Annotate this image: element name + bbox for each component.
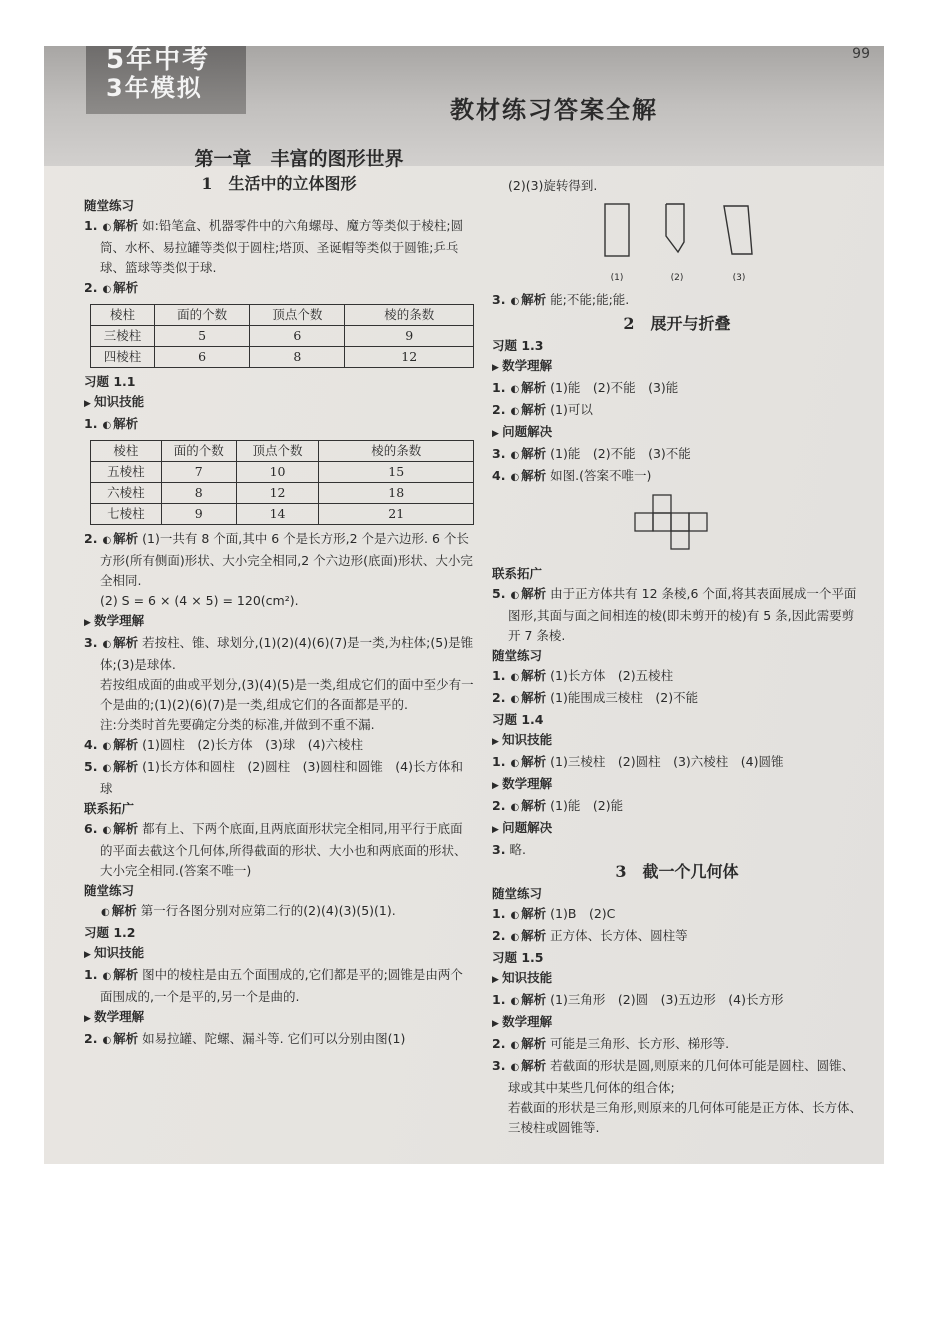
answer-text: (1)三棱柱 (2)圆柱 (3)六棱柱 (4)圆锥 [550, 754, 784, 769]
analysis-tag: ◐ 解析 [509, 402, 546, 417]
table-header: 棱柱 [91, 441, 162, 462]
analysis-tag: ◐ 解析 [509, 468, 546, 483]
item-number: 3. [492, 1058, 506, 1073]
figure-label: (3) [732, 273, 746, 283]
answer-item [492, 444, 862, 466]
table-cell: 9 [161, 504, 236, 525]
answer-text: 由于正方体共有 12 条棱,6 个面,将其表面展成一个平面图形,其面与面之间相连的棱(即未剪开的棱)有 5 条,因此需要剪开 7 条棱. [508, 586, 857, 643]
logo-line-1: 5年中考 [106, 46, 211, 75]
category-label: ▶ 问题解决 [492, 422, 862, 444]
section-title-2: 2 展开与折叠 [623, 314, 731, 333]
item-number: 2. [492, 928, 506, 943]
item-number: 5. [492, 586, 506, 601]
cube-net-figure [632, 494, 862, 558]
analysis-tag: ◐ 解析 [101, 635, 138, 650]
item-number: 6. [84, 821, 98, 836]
table-cell: 12 [236, 483, 319, 504]
answer-text: 若按组成面的曲或平划分,(3)(4)(5)是一类,组成它们的面中至少有一个是曲的;(1)(2)(6)(7)是一类,组成它们的各面都是平的. [100, 677, 474, 712]
answer-text: (2)(3)旋转得到. [508, 178, 598, 193]
brand-logo [86, 46, 246, 114]
analysis-tag: ◐ 解析 [101, 218, 138, 233]
answer-item [492, 926, 862, 948]
answer-text: (1)一共有 8 个面,其中 6 个是长方形,2 个是六边形. 6 个长方形(所有侧面)形状、大小完全相同,2 个六边形(底面)形状、大小完全相同. [100, 531, 473, 588]
prism-table-2 [90, 440, 474, 525]
answer-item [492, 290, 862, 312]
table-cell: 10 [236, 462, 319, 483]
item-number: 2. [492, 402, 506, 417]
answer-item [492, 1034, 862, 1056]
answer-item [492, 688, 862, 710]
item-number: 1. [84, 218, 98, 233]
answer-item [84, 216, 474, 278]
item-number: 3. [84, 635, 98, 650]
item-number: 1. [84, 967, 98, 982]
category-label: ▶ 数学理解 [84, 1007, 474, 1029]
answer-text: 若截面的形状是三角形,则原来的几何体可能是正方体、长方体、三棱柱或圆锥等. [508, 1100, 862, 1135]
item-number: 1. [492, 380, 506, 395]
figure-2 [662, 202, 692, 288]
answer-item [84, 633, 474, 675]
category-label: ▶ 问题解决 [492, 818, 862, 840]
table-cell: 6 [155, 347, 250, 368]
table-header: 棱的条数 [319, 441, 474, 462]
answer-text: 图中的棱柱是由五个面围成的,它们都是平的;圆锥是由两个面围成的,一个是平的,另一个是曲的. [100, 967, 463, 1004]
item-number: 1. [84, 416, 98, 431]
answer-item [84, 529, 474, 591]
answer-item [492, 840, 862, 860]
answer-item [84, 819, 474, 881]
right-trapezoid-shape-icon [662, 202, 692, 260]
analysis-tag: ◐ 解析 [101, 416, 138, 431]
table-row [91, 504, 474, 525]
item-number: 2. [492, 798, 506, 813]
analysis-tag: ◐ 解析 [509, 754, 546, 769]
answer-item [84, 278, 474, 300]
analysis-tag: ◐ 解析 [101, 280, 138, 295]
analysis-tag: ◐ 解析 [509, 928, 546, 943]
logo-line-2: 3年模拟 [106, 74, 203, 102]
table-cell: 七棱柱 [91, 504, 162, 525]
answer-item [492, 990, 862, 1012]
analysis-tag: ◐ 解析 [509, 586, 546, 601]
table-header: 顶点个数 [250, 305, 345, 326]
category-label: ▶ 知识技能 [492, 730, 862, 752]
category-label: ▶ 数学理解 [492, 774, 862, 796]
table-header: 顶点个数 [236, 441, 319, 462]
answer-item [492, 378, 862, 400]
figure-3 [722, 202, 756, 288]
item-number: 2. [84, 1031, 98, 1046]
analysis-tag: ◐ 解析 [509, 380, 546, 395]
item-number: 2. [492, 690, 506, 705]
category-label: 联系拓广 [84, 801, 135, 816]
analysis-tag: ◐ 解析 [509, 1058, 546, 1073]
analysis-tag: ◐ 解析 [509, 446, 546, 461]
analysis-tag: ◐ 解析 [509, 992, 546, 1007]
table-cell: 7 [161, 462, 236, 483]
answer-note: 注:分类时首先要确定分类的标准,并做到不重不漏. [100, 717, 375, 732]
answer-text: 若按柱、锥、球划分,(1)(2)(4)(6)(7)是一类,为柱体;(5)是锥体;(3)是球体. [100, 635, 474, 672]
practice-label: 随堂练习 [492, 648, 543, 663]
answer-item [84, 735, 474, 757]
left-column [84, 146, 474, 1051]
item-number: 1. [492, 668, 506, 683]
answer-item [492, 666, 862, 688]
table-cell: 15 [319, 462, 474, 483]
figure-label: (2) [670, 273, 684, 283]
table-cell: 12 [345, 347, 474, 368]
item-number: 4. [492, 468, 506, 483]
page-number: 99 [852, 46, 870, 62]
answer-text: (1)B (2)C [550, 906, 616, 921]
analysis-tag: ◐ 解析 [101, 531, 138, 546]
section-title-3: 3 截一个几何体 [615, 862, 739, 881]
answer-item [492, 752, 862, 774]
exercise-label: 习题 1.4 [492, 712, 544, 727]
category-label: ▶ 数学理解 [84, 611, 474, 633]
table-header: 面的个数 [161, 441, 236, 462]
item-number: 3. [492, 842, 506, 857]
table-cell: 8 [161, 483, 236, 504]
table-row [91, 326, 474, 347]
category-label: ▶ 数学理解 [492, 1012, 862, 1034]
table-header: 面的个数 [155, 305, 250, 326]
answer-text: 如:铅笔盒、机器零件中的六角螺母、魔方等类似于棱柱;圆筒、水杯、易拉罐等类似于圆柱;塔顶、圣诞帽等类似于圆锥;乒乓球、篮球等类似于球. [100, 218, 464, 275]
exercise-label: 习题 1.2 [84, 925, 136, 940]
item-number: 2. [84, 531, 98, 546]
answer-text: (1)三角形 (2)圆 (3)五边形 (4)长方形 [550, 992, 784, 1007]
item-number: 2. [492, 1036, 506, 1051]
answer-text: (1)能 (2)不能 (3)不能 [550, 446, 691, 461]
table-cell: 四棱柱 [91, 347, 155, 368]
document-page [44, 46, 884, 1164]
analysis-tag: ◐ 解析 [509, 668, 546, 683]
answer-text: (1)能 (2)不能 (3)能 [550, 380, 679, 395]
table-cell: 六棱柱 [91, 483, 162, 504]
analysis-tag: ◐ 解析 [101, 737, 138, 752]
item-number: 1. [492, 906, 506, 921]
analysis-tag: ◐ 解析 [101, 1031, 138, 1046]
trapezoid-shape-icon [722, 202, 756, 260]
answer-text: (1)长方体 (2)五棱柱 [550, 668, 674, 683]
figure-1 [602, 202, 632, 288]
analysis-tag: ◐ 解析 [509, 292, 546, 307]
answer-item [492, 904, 862, 926]
answer-text: (1)圆柱 (2)长方体 (3)球 (4)六棱柱 [142, 737, 363, 752]
chapter-title: 第一章 丰富的图形世界 [194, 148, 404, 170]
answer-text: 如易拉罐、陀螺、漏斗等. 它们可以分别由图(1) [142, 1031, 406, 1046]
answer-item [492, 584, 862, 646]
answer-text: 正方体、长方体、圆柱等 [550, 928, 688, 943]
table-row [91, 462, 474, 483]
table-cell: 5 [155, 326, 250, 347]
analysis-tag: ◐ 解析 [509, 906, 546, 921]
table-row [91, 483, 474, 504]
figure-label: (1) [610, 273, 624, 283]
cube-net-diagram-icon [632, 494, 722, 552]
analysis-tag: ◐ 解析 [509, 1036, 546, 1051]
answer-item [492, 796, 862, 818]
rectangle-shape-icon [602, 202, 632, 260]
exercise-label: 习题 1.5 [492, 950, 544, 965]
answer-item [492, 400, 862, 422]
practice-label: 随堂练习 [492, 886, 543, 901]
analysis-tag: ◐ 解析 [101, 759, 138, 774]
table-header: 棱的条数 [345, 305, 474, 326]
table-cell: 三棱柱 [91, 326, 155, 347]
table-cell: 五棱柱 [91, 462, 162, 483]
answer-text: 可能是三角形、长方形、梯形等. [550, 1036, 730, 1051]
item-number: 1. [492, 992, 506, 1007]
answer-text: 都有上、下两个底面,且两底面形状完全相同,用平行于底面的平面去截这个几何体,所得截面的形状、大小也和两底面的形状、大小完全相同.(答案不唯一) [100, 821, 467, 878]
item-number: 2. [84, 280, 98, 295]
category-label: ▶ 知识技能 [84, 943, 474, 965]
answer-text: (1)能围成三棱柱 (2)不能 [550, 690, 699, 705]
item-number: 3. [492, 292, 506, 307]
analysis-tag: ◐ 解析 [509, 690, 546, 705]
category-label: 联系拓广 [492, 566, 543, 581]
category-label: ▶ 数学理解 [492, 356, 862, 378]
answer-text: 略. [509, 842, 526, 857]
practice-label: 随堂练习 [84, 883, 135, 898]
answer-item [84, 1029, 474, 1051]
analysis-tag: ◐ 解析 [509, 798, 546, 813]
answer-text: 如图.(答案不唯一) [550, 468, 652, 483]
answer-text: (1)长方体和圆柱 (2)圆柱 (3)圆柱和圆锥 (4)长方体和球 [100, 759, 463, 796]
answer-text: (1)能 (2)能 [550, 798, 624, 813]
category-label: ▶ 知识技能 [84, 392, 474, 414]
table-header: 棱柱 [91, 305, 155, 326]
answer-item [84, 965, 474, 1007]
exercise-label: 习题 1.1 [84, 374, 136, 389]
item-number: 3. [492, 446, 506, 461]
page-title: 教材练习答案全解 [450, 95, 658, 124]
answer-item [84, 414, 474, 436]
answer-text: 第一行各图分别对应第二行的(2)(4)(3)(5)(1). [140, 903, 396, 918]
section-title-1: 1 生活中的立体图形 [201, 174, 357, 193]
answer-text: (2) S = 6 × (4 × 5) = 120(cm²). [100, 593, 299, 608]
answer-item [492, 1056, 862, 1098]
analysis-tag: ◐ 解析 [101, 821, 138, 836]
answer-item [84, 901, 474, 923]
answer-item [84, 757, 474, 799]
item-number: 1. [492, 754, 506, 769]
table-cell: 18 [319, 483, 474, 504]
analysis-tag: ◐ 解析 [100, 903, 137, 918]
table-cell: 14 [236, 504, 319, 525]
analysis-tag: ◐ 解析 [101, 967, 138, 982]
table-cell: 21 [319, 504, 474, 525]
table-cell: 8 [250, 347, 345, 368]
table-cell: 9 [345, 326, 474, 347]
answer-text: 若截面的形状是圆,则原来的几何体可能是圆柱、圆锥、球或其中某些几何体的组合体; [508, 1058, 855, 1095]
answer-item [492, 466, 862, 488]
rotation-figures [602, 202, 862, 288]
item-number: 5. [84, 759, 98, 774]
answer-text: (1)可以 [550, 402, 593, 417]
table-cell: 6 [250, 326, 345, 347]
item-number: 4. [84, 737, 98, 752]
category-label: ▶ 知识技能 [492, 968, 862, 990]
answer-text: 能;不能;能;能. [550, 292, 630, 307]
exercise-label: 习题 1.3 [492, 338, 544, 353]
table-row [91, 347, 474, 368]
prism-table-1 [90, 304, 474, 368]
right-column [492, 176, 862, 1138]
practice-label: 随堂练习 [84, 198, 135, 213]
